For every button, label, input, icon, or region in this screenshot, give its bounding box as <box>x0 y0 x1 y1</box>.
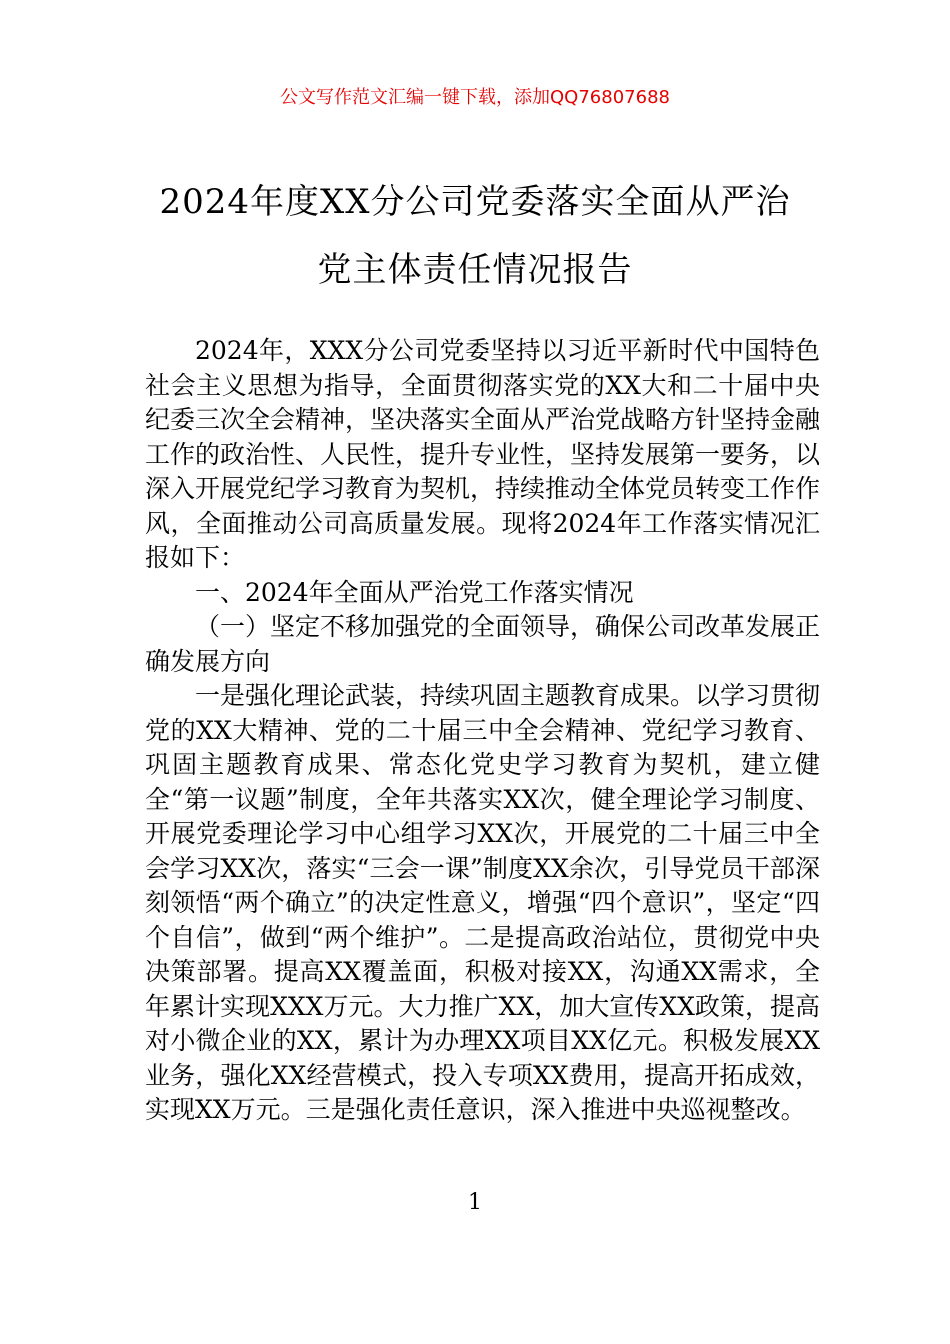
subsection-heading: （一）坚定不移加强党的全面领导，确保公司改革发展正确发展方向 <box>145 612 821 676</box>
title-line-2: 党主体责任情况报告 <box>317 250 633 290</box>
paragraph-content: 一是强化理论武装，持续巩固主题教育成果。以学习贯彻党的XX大精神、党的二十届三中全会精神、党纪学习教育、巩固主题教育成果、常态化党史学习教育为契机，建立健全“第一议题”制度，全年共落实XX次，健全理论学习制度、开展党委理论学习中心组学习XX次，开展党的二十届三中全会学习XX次，落实“三会一课”制度XX余次，引导党员干部深刻领悟“两个确立”的决定性意义，增强“四个意识”，坚定“四个自信”，做到“两个维护”。二是提高政治站位，贯彻党中央决策部署。提高XX覆盖面，积极对接XX，沟通XX需求，全年累计实现XXX万元。大力推广XX，加大宣传XX政策，提高对小微企业的XX，累计为办理XX项目XX亿元。积极发展XX业务，强化XX经营模式，投入专项XX费用，提高开拓成效，实现XX万元。三是强化责任意识，深入推进中央巡视整改。 <box>145 681 821 1124</box>
document-body <box>145 334 820 1128</box>
title-line-1: 2024年度XX分公司党委落实全面从严治 <box>159 182 791 222</box>
page-number: 1 <box>468 1190 482 1215</box>
section-heading: 一、2024年全面从严治党工作落实情况 <box>195 577 634 607</box>
document-title <box>100 168 850 304</box>
paragraph-intro: 2024年，XXX分公司党委坚持以习近平新时代中国特色社会主义思想为指导，全面贯彻落实党的XX大和二十届中央纪委三次全会精神，坚决落实全面从严治党战略方针坚持金融工作的政治性、人民性，提升专业性，坚持发展第一要务，以深入开展党纪学习教育为契机，持续推动全体党员转变工作作风，全面推动公司高质量发展。现将2024年工作落实情况汇报如下： <box>145 336 821 572</box>
promo-banner[interactable]: 公文写作范文汇编一键下载，添加QQ76807688 <box>280 87 670 108</box>
